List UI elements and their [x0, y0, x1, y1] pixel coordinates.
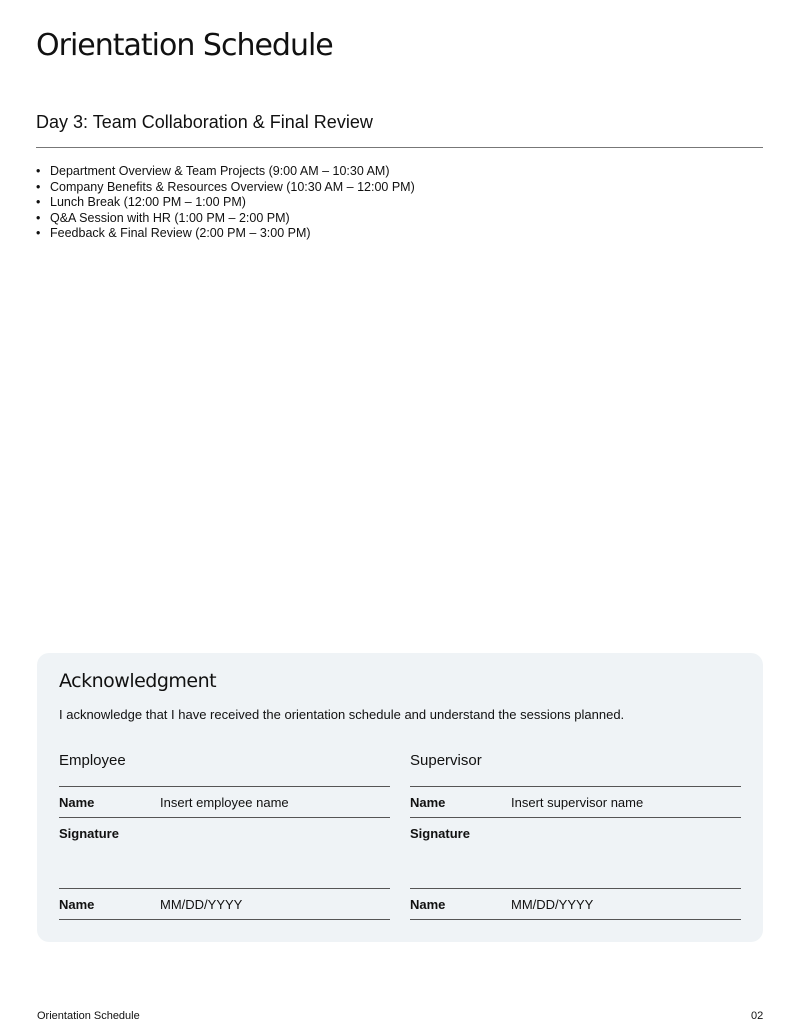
acknowledgment-title: Acknowledgment — [59, 670, 217, 692]
divider — [59, 919, 390, 920]
divider — [410, 817, 741, 818]
list-item: • Department Overview & Team Projects (9:00 AM – 10:30 AM) — [36, 164, 415, 180]
page-number: 02 — [751, 1010, 764, 1022]
acknowledgment-text: I acknowledge that I have received the orientation schedule and understand the sessions planned. — [59, 707, 625, 722]
list-item: • Feedback & Final Review (2:00 PM – 3:00 PM) — [36, 226, 415, 242]
list-item: • Company Benefits & Resources Overview (10:30 AM – 12:00 PM) — [36, 180, 415, 196]
employee-date-field[interactable]: MM/DD/YYYY — [160, 897, 243, 912]
employee-name-label: Name — [59, 795, 95, 810]
supervisor-heading: Supervisor — [410, 752, 482, 769]
divider — [59, 786, 390, 787]
section-heading: Day 3: Team Collaboration & Final Review — [36, 112, 373, 132]
supervisor-date-field[interactable]: MM/DD/YYYY — [511, 897, 594, 912]
employee-heading: Employee — [59, 752, 126, 769]
supervisor-signature-label: Signature — [410, 826, 470, 841]
supervisor-date-label: Name — [410, 897, 446, 912]
acknowledgment-card — [37, 653, 763, 942]
supervisor-signature-line[interactable] — [410, 888, 741, 889]
footer-title: Orientation Schedule — [37, 1010, 140, 1022]
schedule-list — [36, 164, 415, 242]
divider — [59, 817, 390, 818]
list-item: • Q&A Session with HR (1:00 PM – 2:00 PM) — [36, 211, 415, 227]
supervisor-name-label: Name — [410, 795, 446, 810]
divider — [410, 786, 741, 787]
divider — [36, 147, 763, 148]
divider — [410, 919, 741, 920]
employee-name-field[interactable]: Insert employee name — [160, 795, 289, 810]
list-item: • Lunch Break (12:00 PM – 1:00 PM) — [36, 195, 415, 211]
page-title: Orientation Schedule — [36, 28, 333, 63]
supervisor-name-field[interactable]: Insert supervisor name — [511, 795, 644, 810]
employee-signature-line[interactable] — [59, 888, 390, 889]
employee-date-label: Name — [59, 897, 95, 912]
employee-signature-label: Signature — [59, 826, 119, 841]
